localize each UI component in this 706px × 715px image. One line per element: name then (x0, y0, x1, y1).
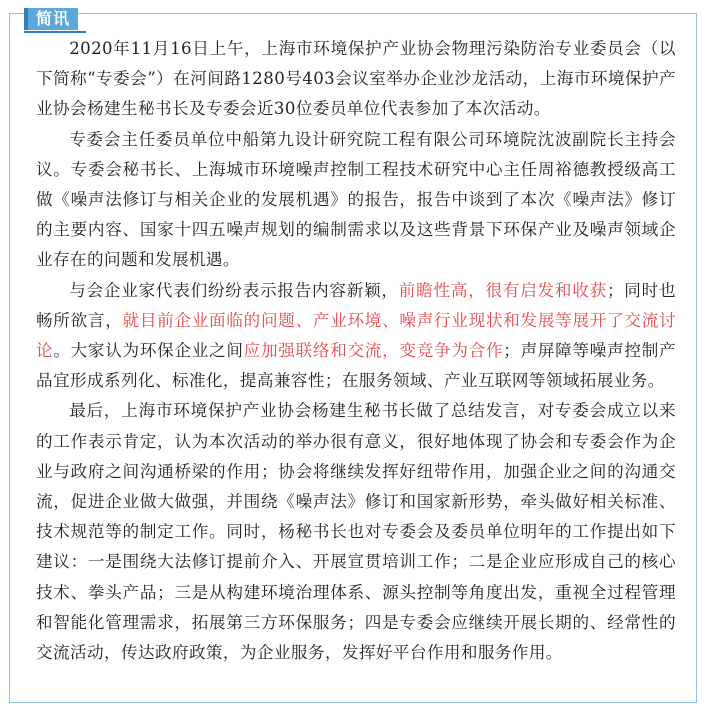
paragraph-4 (36, 396, 676, 668)
header-underline (24, 31, 86, 33)
text-run: ；声屏障等噪声控制产品宜形成系列化、标准化，提高兼容性；在服务领域、产业互联网等领域拓展业务。 (36, 341, 677, 391)
highlight-text: 就目前企业面临的问题、产业环境、噪声行业现状和发展等展开了交流讨论 (36, 310, 676, 361)
text-run: 。大家认为环保企业之间 (53, 341, 244, 361)
paragraph-3 (36, 276, 676, 397)
paragraph-2 (36, 125, 676, 276)
text-run: 最后，上海市环境保护产业协会杨建生秘书长做了总结发言，对专委会成立以来的工作表示肯定，认为本次活动的举办很有意义，很好地体现了协会和专委会作为企业与政府之间沟通桥梁的作用；协会将继续发挥好纽带作用，加强企业之间的沟通交流，促进企业做大做强，并围绕《噪声法》修订和国家新形势，牵头做好相关标准、技术规范等的制定工作。同时，杨秘书长也对专委会及委员单位明年的工作提出如下建议：一是围绕大法修订提前介入、开展宣贯培训工作；二是企业应形成自己的核心技术、拳头产品；三是从构建环境治理体系、源头控制等角度出发，重视全过程管理和智能化管理需求，拓展第三方环保服务；四是专委会应继续开展长期的、经常性的交流活动，传达政府政策，为企业服务，发挥好平台作用和服务作用。 (36, 401, 676, 663)
highlight-text: 前瞻性高，很有启发和收获 (398, 280, 607, 300)
text-run: 专委会主任委员单位中船第九设计研究院工程有限公司环境院沈波副院长主持会议。专委会秘书长、上海城市环境噪声控制工程技术研究中心主任周裕德教授级高工做《噪声法修订与相关企业的发展机遇》的报告，报告中谈到了本次《噪声法》修订的主要内容、国家十四五噪声规划的编制需求以及这些背景下环保产业及噪声领域企业存在的问题和发展机遇。 (36, 129, 676, 270)
paragraph-1 (36, 34, 676, 125)
text-run: 与会企业家代表们纷纷表示报告内容新颖， (69, 280, 399, 300)
section-header (24, 6, 78, 32)
article-body (36, 34, 676, 668)
highlight-text: 应加强联络和交流，变竞争为合作 (243, 341, 504, 361)
text-run: ；同时也畅所欲言， (36, 280, 676, 330)
text-run: 2020年11月16日上午，上海市环境保护产业协会物理污染防治专业委员会（以下简称“专委会”）在河间路1280号403会议室举办企业沙龙活动，上海市环境保护产业协会杨建生秘书长及专委会近30位委员单位代表参加了本次活动。 (36, 39, 676, 119)
section-title: 简讯 (24, 8, 78, 30)
